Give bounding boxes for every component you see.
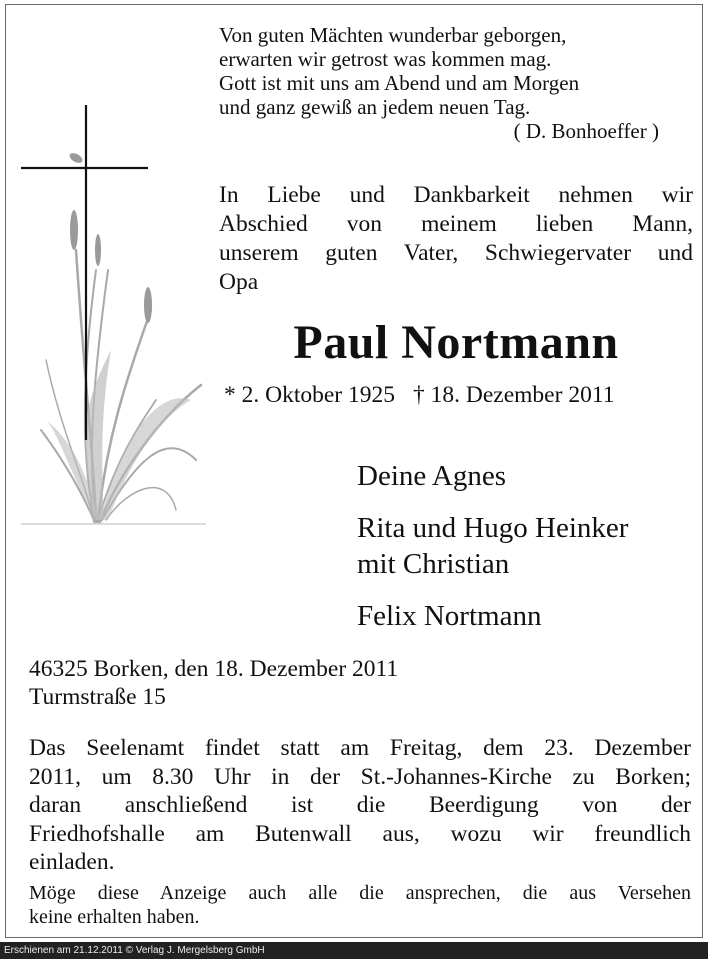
place-and-address xyxy=(29,655,689,711)
mourner-group xyxy=(357,458,697,494)
service-line: einladen. xyxy=(29,849,115,875)
poem-line: Gott ist mit uns am Abend und am Morgen xyxy=(219,71,580,95)
mourner-name: Deine Agnes xyxy=(357,460,506,492)
obituary-frame xyxy=(5,4,703,938)
mourner-name: Felix Nortmann xyxy=(357,600,542,632)
poem-author: ( D. Bonhoeffer ) xyxy=(513,119,659,143)
closing-note xyxy=(29,881,691,929)
note-line: Möge diese Anzeige auch alle die ansprechen, die aus Versehen xyxy=(29,882,691,904)
poem-line: erwarten wir getrost was kommen mag. xyxy=(219,47,552,71)
intro-text xyxy=(219,181,693,297)
birth-date: * 2. Oktober 1925 xyxy=(224,382,396,408)
mourner-name: mit Christian xyxy=(357,548,510,580)
death-date: † 18. Dezember 2011 xyxy=(413,382,615,408)
mourner-name: Rita und Hugo Heinker xyxy=(357,512,629,544)
poem-line: Von guten Mächten wunderbar geborgen, xyxy=(219,23,567,47)
life-dates xyxy=(224,382,694,409)
intro-line: In Liebe und Dankbarkeit nehmen wir xyxy=(219,182,693,208)
publication-footer: Erschienen am 21.12.2011 © Verlag J. Mergelsberg GmbH xyxy=(0,942,708,959)
deceased-name: Paul Nortmann xyxy=(293,316,619,369)
poem-line: und ganz gewiß an jedem neuen Tag. xyxy=(219,95,531,119)
mourner-group xyxy=(357,510,697,582)
intro-line: unserem guten Vater, Schwiegervater und xyxy=(219,240,693,266)
service-line: Friedhofshalle am Butenwall aus, wozu wir freundlich xyxy=(29,820,691,847)
funeral-service-info xyxy=(29,734,691,877)
cross-with-reeds-illustration xyxy=(16,100,206,530)
service-line: 2011, um 8.30 Uhr in der St.-Johannes-Kirche zu Borken; xyxy=(29,763,691,790)
service-line: daran anschließend ist die Beerdigung von der xyxy=(29,792,691,818)
place-date-line: 46325 Borken, den 18. Dezember 2011 xyxy=(29,656,399,682)
note-line: keine erhalten haben. xyxy=(29,906,200,928)
mourner-group xyxy=(357,598,697,634)
bonhoeffer-poem xyxy=(219,23,659,143)
service-line: Das Seelenamt findet statt am Freitag, dem 23. Dezember xyxy=(29,735,691,761)
address-line: Turmstraße 15 xyxy=(29,684,166,710)
intro-line: Opa xyxy=(219,269,259,295)
intro-line: Abschied von meinem lieben Mann, xyxy=(219,211,693,237)
mourners-list xyxy=(357,458,697,650)
